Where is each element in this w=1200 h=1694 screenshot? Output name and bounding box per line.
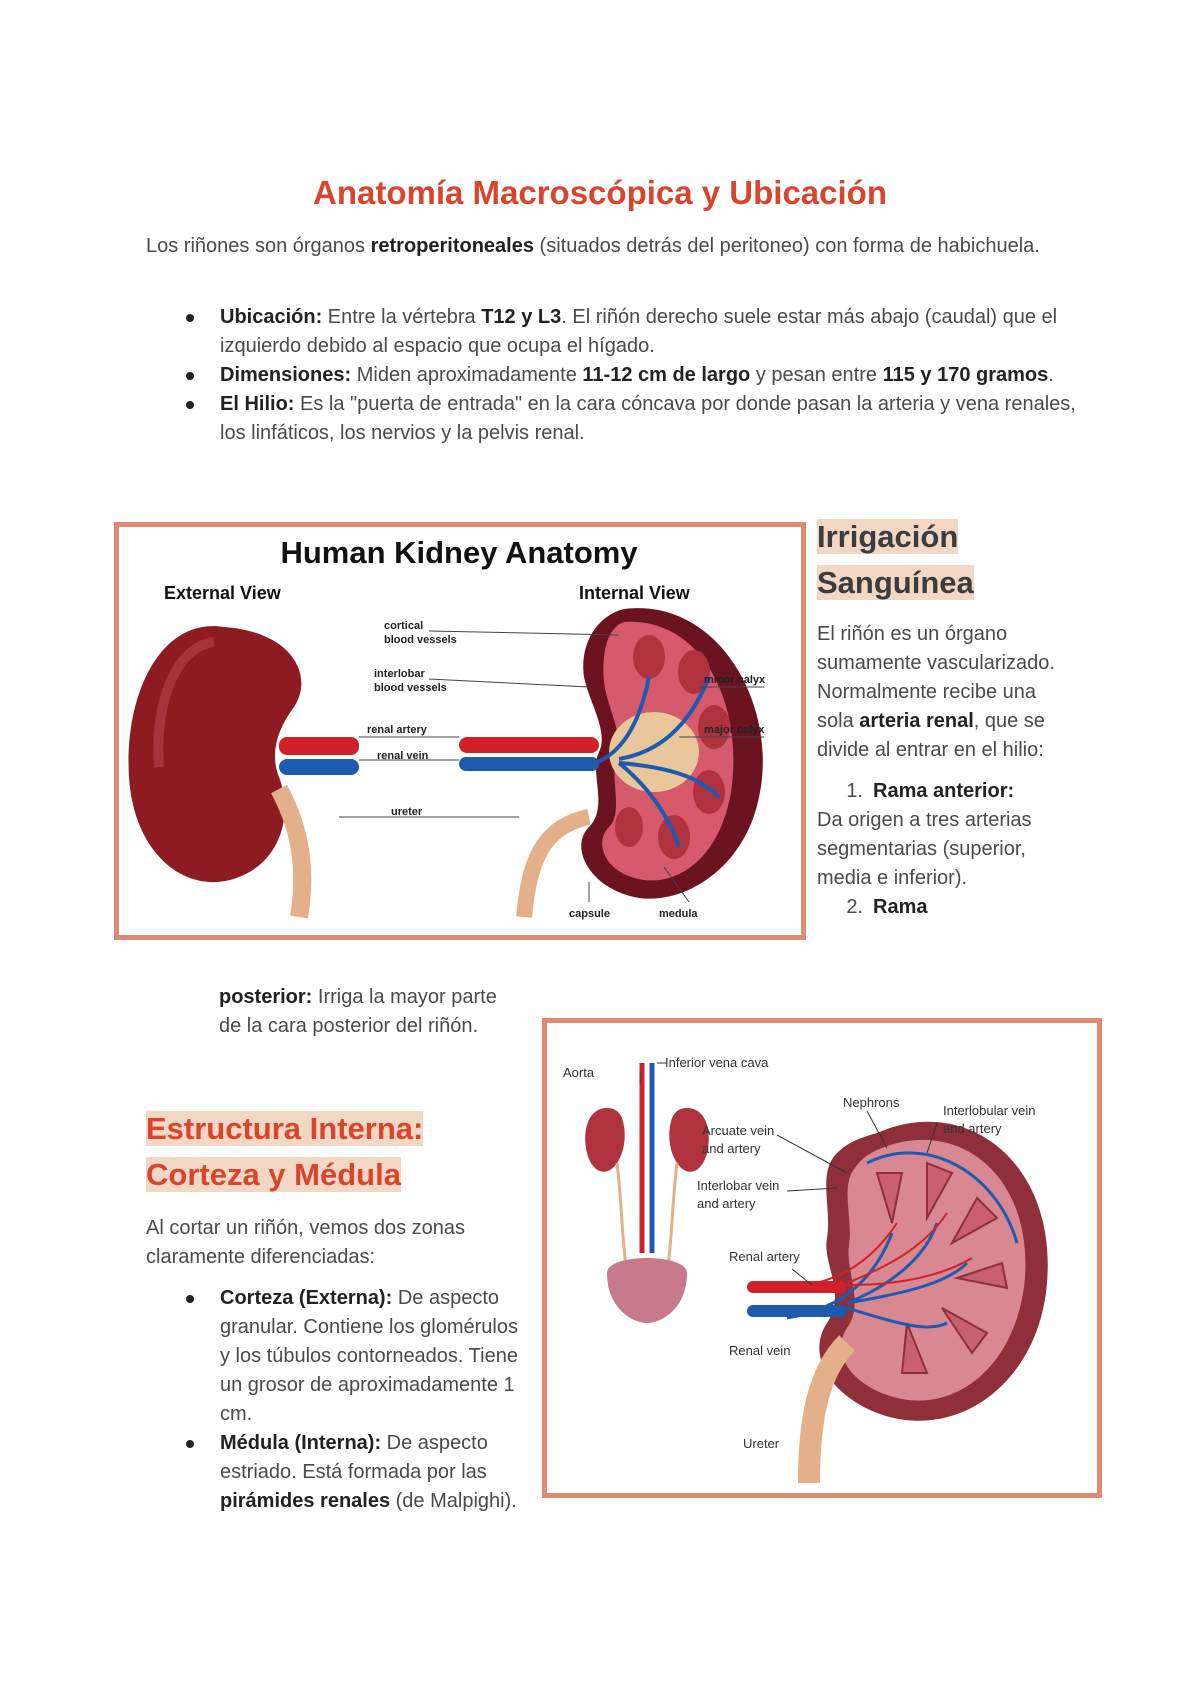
label-nephrons: Nephrons [843, 1095, 900, 1110]
label-aorta: Aorta [563, 1065, 595, 1080]
label-arcuate-2: and artery [702, 1141, 761, 1156]
kidney-anatomy-figure [114, 522, 806, 940]
label-cortical-2: blood vessels [384, 634, 457, 646]
label-renal-artery: Renal artery [729, 1249, 800, 1264]
label-interlobar-2: and artery [697, 1196, 756, 1211]
ureter-icon [279, 789, 302, 917]
label-arcuate: Arcuate vein [702, 1123, 775, 1138]
structure-intro: Al cortar un riñón, vemos dos zonas claramente diferenciadas: [146, 1217, 466, 1268]
renal-artery-icon [279, 737, 359, 755]
label-inferior-vena-cava: Inferior vena cava [665, 1055, 769, 1070]
small-left-kidney-icon [585, 1108, 625, 1172]
label-major-calyx: major calyx [704, 724, 765, 736]
renal-vein-icon [279, 759, 359, 775]
branch-posterior-text: posterior: Irriga la mayor parte de la cara posterior del riñón. [219, 986, 497, 1037]
list-item: 1. Rama anterior: [846, 780, 1015, 802]
location-list [220, 303, 1080, 448]
branch-anterior-text: Da origen a tres arterias segmentarias (superior, media e inferior). [817, 809, 1032, 889]
list-item: El Hilio: Es la "puerta de entrada" en la cara cóncava por donde pasan la arteria y vena renales, los linfáticos, los nervios y la pelvis renal. [220, 390, 1080, 448]
irrigation-section [817, 514, 1067, 922]
label-medula: medula [659, 908, 698, 920]
renal-circulation-illustration [547, 1023, 1097, 1493]
list-item: Corteza (Externa): De aspecto granular. Contiene los glomérulos y los túbulos contorneados. Tiene un grosor de aproximadamente 1 cm. [220, 1284, 520, 1429]
internal-view-label: Internal View [579, 583, 690, 603]
label-interlobar: Interlobar vein [697, 1178, 780, 1193]
label-cortical: cortical [384, 620, 424, 632]
label-interlobar: interlobar [374, 668, 425, 680]
kidney-anatomy-illustration [119, 527, 801, 935]
renal-pelvis-icon [609, 712, 699, 792]
label-renal-vein: Renal vein [729, 1343, 791, 1358]
intro-paragraph: Los riñones son órganos retroperitoneales (situados detrás del peritoneo) con forma de habichuela. [146, 235, 1040, 257]
label-ureter: Ureter [743, 1436, 780, 1451]
renal-circulation-figure [542, 1018, 1102, 1498]
structure-heading: Estructura Interna: Corteza y Médula [146, 1111, 424, 1192]
large-ureter-icon [809, 1343, 847, 1483]
label-interlobular-2: and artery [943, 1121, 1002, 1136]
label-renal-artery: renal artery [367, 724, 427, 736]
figure1-title: Human Kidney Anatomy [280, 535, 638, 570]
label-interlobar-2: blood vessels [374, 682, 447, 694]
small-right-kidney-icon [669, 1108, 709, 1172]
list-item: Ubicación: Entre la vértebra T12 y L3. El riñón derecho suele estar más abajo (caudal) que el izquierdo debido al espacio que ocupa el hígado. [220, 303, 1080, 361]
bladder-icon [607, 1258, 687, 1323]
branch-list [817, 777, 1067, 922]
label-interlobular: Interlobular vein [943, 1103, 1036, 1118]
label-minor-calyx: minor calyx [704, 674, 766, 686]
list-item: Médula (Interna): De aspecto estriado. Está formada por las pirámides renales (de Malpighi). [220, 1429, 520, 1516]
structure-section [146, 1106, 526, 1516]
label-ureter: ureter [391, 806, 423, 818]
label-capsule: capsule [569, 908, 610, 920]
page-title: Anatomía Macroscópica y Ubicación [312, 174, 887, 211]
external-view-label: External View [164, 583, 281, 603]
structure-list [220, 1284, 520, 1516]
irrigation-heading: Irrigación Sanguínea [817, 519, 974, 600]
list-item: 2. Rama [846, 896, 928, 918]
irrigation-paragraph: El riñón es un órgano sumamente vascularizado. Normalmente recibe una sola arteria renal, que se divide al entrar en el hilio: [817, 623, 1055, 761]
label-renal-vein: renal vein [377, 750, 429, 762]
list-item: Dimensiones: Miden aproximadamente 11-12 cm de largo y pesan entre 115 y 170 gramos. [220, 361, 1080, 390]
